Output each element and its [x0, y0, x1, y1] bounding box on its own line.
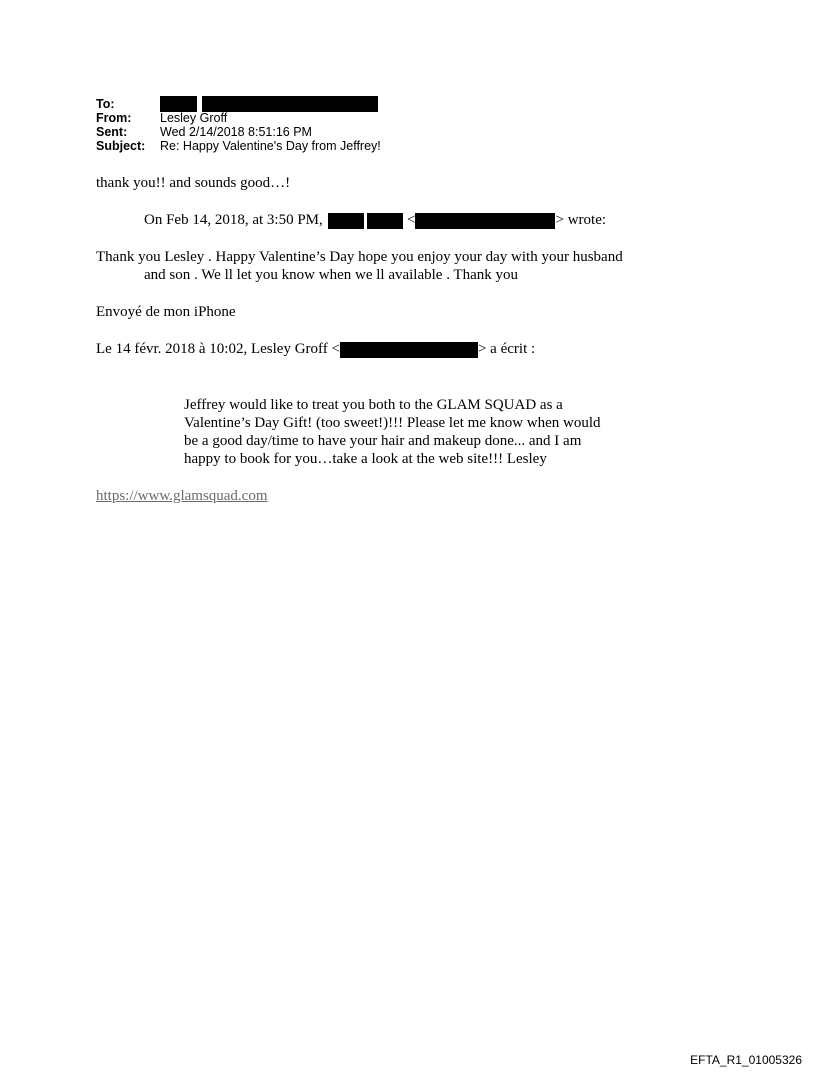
- message-1-line-1: Thank you Lesley . Happy Valentine’s Day hope you enjoy your day with your husband: [96, 249, 623, 265]
- quote-header-2-prefix: Le 14 févr. 2018 à 10:02, Lesley Groff <: [96, 341, 340, 357]
- glamsquad-link[interactable]: [96, 487, 268, 505]
- quote-header-1-suffix: > wrote:: [555, 212, 607, 228]
- email-header: [96, 97, 381, 153]
- document-id: EFTA_R1_01005326: [690, 1053, 802, 1067]
- redacted-block: [202, 96, 378, 112]
- subject-row: [96, 139, 381, 153]
- sent-row: [96, 125, 381, 139]
- glamsquad-link-text[interactable]: https://www.glamsquad.com: [96, 488, 268, 504]
- to-label: To:: [96, 97, 115, 111]
- to-row: [96, 97, 381, 111]
- subject-value: Re: Happy Valentine's Day from Jeffrey!: [160, 139, 381, 153]
- from-row: [96, 111, 381, 125]
- quote-header-2: [96, 340, 535, 358]
- redacted-block: [160, 96, 197, 112]
- redacted-block: [340, 342, 478, 358]
- message-1-line-2: and son . We ll let you know when we ll available . Thank you: [144, 267, 518, 283]
- quote-header-1: [144, 211, 606, 229]
- quote-header-1-lt: <: [407, 212, 416, 228]
- message-2-line-2: Valentine’s Day Gift! (too sweet!)!!! Please let me know when would: [184, 415, 601, 431]
- message-2-line-1: Jeffrey would like to treat you both to the GLAM SQUAD as a: [184, 397, 563, 413]
- sent-label: Sent:: [96, 125, 128, 139]
- reply-text: thank you!! and sounds good…!: [96, 175, 291, 191]
- signature-text: Envoyé de mon iPhone: [96, 304, 236, 320]
- redacted-block: [367, 213, 403, 229]
- from-value: Lesley Groff: [160, 111, 228, 125]
- quote-header-2-suffix: > a écrit :: [477, 341, 536, 357]
- redacted-block: [328, 213, 364, 229]
- sent-value: Wed 2/14/2018 8:51:16 PM: [160, 125, 312, 139]
- message-2-line-4: happy to book for you…take a look at the web site!!! Lesley: [184, 451, 547, 467]
- quote-header-1-prefix: On Feb 14, 2018, at 3:50 PM,: [144, 212, 323, 228]
- redacted-block: [415, 213, 555, 229]
- message-2-line-3: be a good day/time to have your hair and makeup done... and I am: [184, 433, 582, 449]
- subject-label: Subject:: [96, 139, 146, 153]
- from-label: From:: [96, 111, 132, 125]
